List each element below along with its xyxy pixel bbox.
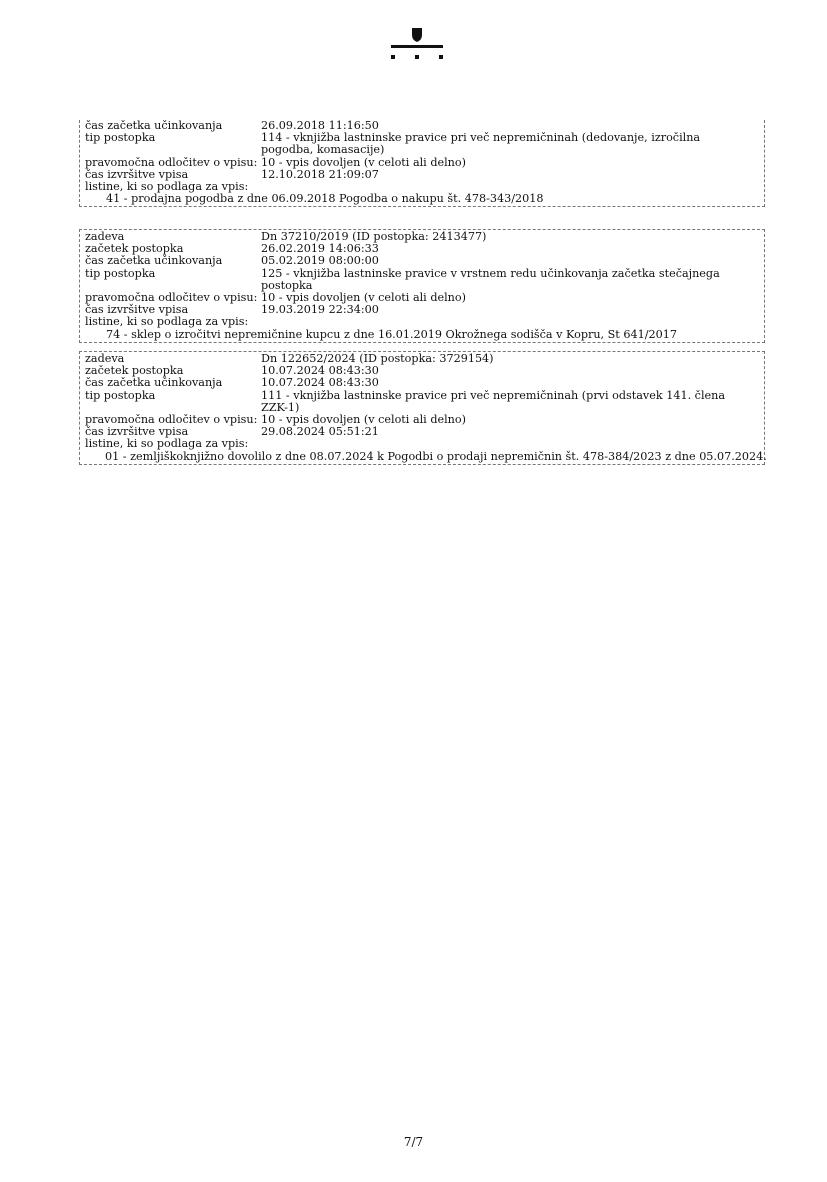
row-procedure-type	[85, 390, 764, 414]
document-entry: 01 - zemljiškoknjižno dovolilo z dne 08.07.2024 k Pogodbi o prodaji nepremičnin št. 478-384/2023 z dne 05.07.2024.	[105, 449, 767, 463]
value: 10 - vpis dovoljen (v celoti ali delno)	[261, 291, 466, 305]
row-final-decision	[85, 157, 764, 169]
row-case	[85, 353, 764, 365]
label: tip postopka	[85, 131, 156, 145]
value: Dn 37210/2019 (ID postopka: 2413477)	[261, 230, 487, 243]
document-entry: 41 - prodajna pogodba z dne 06.09.2018 Pogodba o nakupu št. 478-343/2018	[106, 192, 544, 206]
entry-block-3	[79, 351, 765, 465]
row-documents-label	[85, 438, 764, 450]
label: začetek postopka	[85, 364, 184, 378]
label: čas začetka učinkovanja	[85, 376, 223, 390]
label: začetek postopka	[85, 242, 184, 256]
label: čas izvršitve vpisa	[85, 425, 189, 439]
label: čas izvršitve vpisa	[85, 167, 189, 181]
label: zadeva	[85, 352, 125, 365]
label: čas začetka učinkovanja	[85, 119, 223, 132]
value: Dn 122652/2024 (ID postopka: 3729154)	[261, 352, 494, 365]
value: 111 - vknjižba lastninske pravice pri več nepremičninah (prvi odstavek 141. člena ZZK-1)	[261, 388, 726, 414]
value: 10 - vpis dovoljen (v celoti ali delno)	[261, 155, 466, 169]
value: 12.10.2018 21:09:07	[261, 167, 379, 181]
value: 10.07.2024 08:43:30	[261, 376, 379, 390]
value: 10.07.2024 08:43:30	[261, 364, 379, 378]
value: 19.03.2019 22:34:00	[261, 303, 379, 317]
value	[261, 438, 764, 450]
value: 29.08.2024 05:51:21	[261, 425, 379, 439]
label: pravomočna odločitev o vpisu:	[85, 291, 258, 305]
value: 26.02.2019 14:06:33	[261, 242, 379, 256]
page-number: 7/7	[403, 1135, 424, 1149]
label: listine, ki so podlaga za vpis:	[85, 180, 249, 194]
label: listine, ki so podlaga za vpis:	[85, 437, 249, 451]
label: listine, ki so podlaga za vpis:	[85, 315, 249, 329]
row-procedure-type	[85, 132, 764, 156]
value: 114 - vknjižba lastninske pravice pri več nepremičninah (dedovanje, izročilna pogodba, komasacije)	[261, 131, 701, 157]
label: tip postopka	[85, 388, 156, 402]
label: pravomočna odločitev o vpisu:	[85, 413, 258, 427]
entry-block-1	[79, 120, 765, 207]
label: zadeva	[85, 230, 125, 243]
coat-of-arms-icon	[389, 26, 445, 62]
row-case	[85, 231, 764, 243]
label: čas izvršitve vpisa	[85, 303, 189, 317]
value: 26.09.2018 11:16:50	[261, 119, 379, 132]
label: čas začetka učinkovanja	[85, 254, 223, 268]
value: 125 - vknjižba lastninske pravice v vrstnem redu učinkovanja začetka stečajnega postopka	[261, 266, 720, 292]
document-entry: 74 - sklep o izročitvi nepremičnine kupcu z dne 16.01.2019 Okrožnega sodišča v Kopru, St 641/2017	[106, 327, 677, 341]
row-effect-start-time	[85, 255, 764, 267]
row-effect-start-time	[85, 377, 764, 389]
value: 05.02.2019 08:00:00	[261, 254, 379, 268]
label: pravomočna odločitev o vpisu:	[85, 155, 258, 169]
value: 10 - vpis dovoljen (v celoti ali delno)	[261, 413, 466, 427]
entry-block-2	[79, 229, 765, 343]
row-procedure-type	[85, 268, 764, 292]
value	[261, 316, 764, 328]
label: tip postopka	[85, 266, 156, 280]
row-documents-label	[85, 316, 764, 328]
